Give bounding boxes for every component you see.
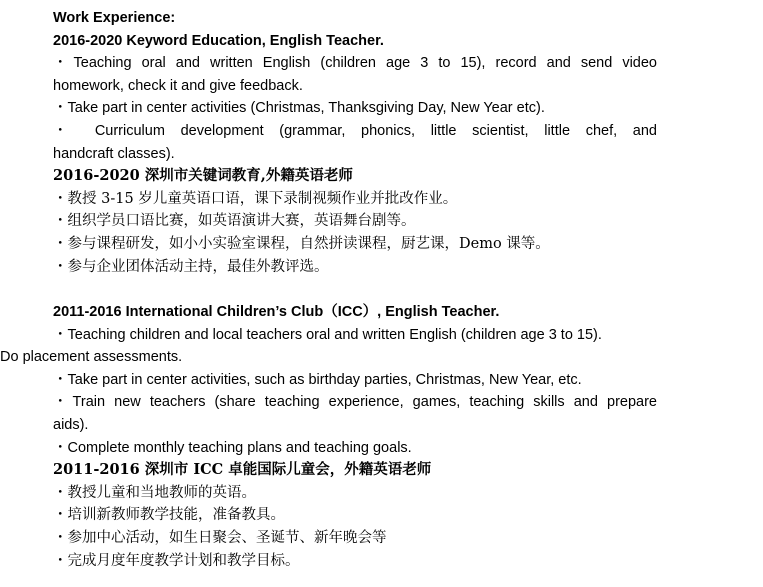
job-1-bullet-1-line-1: ・Teaching oral and written English (children age 3 to 15), record and send video bbox=[53, 55, 657, 72]
job-2-bullet-2: ・Take part in center activities, such as birthday parties, Christmas, New Year, etc. bbox=[53, 371, 582, 388]
job-2-bullet-3-line-2: aids). bbox=[53, 416, 89, 433]
job-1-cn-bullet-2: ・组织学员口语比赛，如英语演讲大赛，英语舞台剧等。 bbox=[53, 213, 416, 230]
job-1-bullet-3-line-1: ・ Curriculum development (grammar, phonics, little scientist, little chef, and bbox=[53, 122, 657, 139]
job-2-bullet-4: ・Complete monthly teaching plans and teaching goals. bbox=[53, 439, 412, 456]
job-1-heading-en: 2016-2020 Keyword Education, English Teacher. bbox=[53, 32, 384, 49]
job-1-heading-cn: 2016-2020 深圳市关键词教育,外籍英语老师 bbox=[53, 167, 353, 185]
job-2-heading-en: 2011-2016 International Children’s Club（ICC）, English Teacher. bbox=[53, 304, 500, 320]
job-2-cn-bullet-4: ・完成月度年度教学计划和教学目标。 bbox=[53, 552, 300, 569]
job-1-cn-bullet-4: ・参与企业团体活动主持，最佳外教评选。 bbox=[53, 258, 329, 275]
job-2-bullet-1-line-2: Do placement assessments. bbox=[0, 349, 183, 366]
job-2-heading-cn: 2011-2016 深圳市 ICC 卓能国际儿童会，外籍英语老师 bbox=[53, 461, 432, 479]
job-1-cn-bullet-3: ・参与课程研发，如小小实验室课程，自然拼读课程，厨艺课，Demo 课等。 bbox=[53, 235, 550, 252]
job-1-bullet-2: ・Take part in center activities (Christmas, Thanksgiving Day, New Year etc). bbox=[53, 100, 545, 117]
job-1-section bbox=[53, 7, 657, 278]
job-2-cn-bullet-3: ・参加中心活动，如生日聚会、圣诞节、新年晚会等 bbox=[53, 529, 387, 546]
job-1-cn-bullet-1: ・教授 3-15 岁儿童英语口语，课下录制视频作业并批改作业。 bbox=[53, 190, 458, 207]
section-title: Work Experience: bbox=[53, 10, 176, 26]
job-2-cn-bullet-1: ・教授儿童和当地教师的英语。 bbox=[53, 484, 256, 501]
job-1-bullet-1-line-2: homework, check it and give feedback. bbox=[53, 77, 303, 94]
job-2-section bbox=[0, 301, 657, 572]
job-2-cn-bullet-2: ・培训新教师教学技能，准备教具。 bbox=[53, 507, 285, 524]
job-2-bullet-3-line-1: ・Train new teachers (share teaching experience, games, teaching skills and prepare bbox=[53, 394, 657, 411]
job-1-bullet-3-line-2: handcraft classes). bbox=[53, 145, 175, 162]
job-2-bullet-1-line-1: ・Teaching children and local teachers oral and written English (children age 3 to 15). bbox=[53, 326, 602, 343]
